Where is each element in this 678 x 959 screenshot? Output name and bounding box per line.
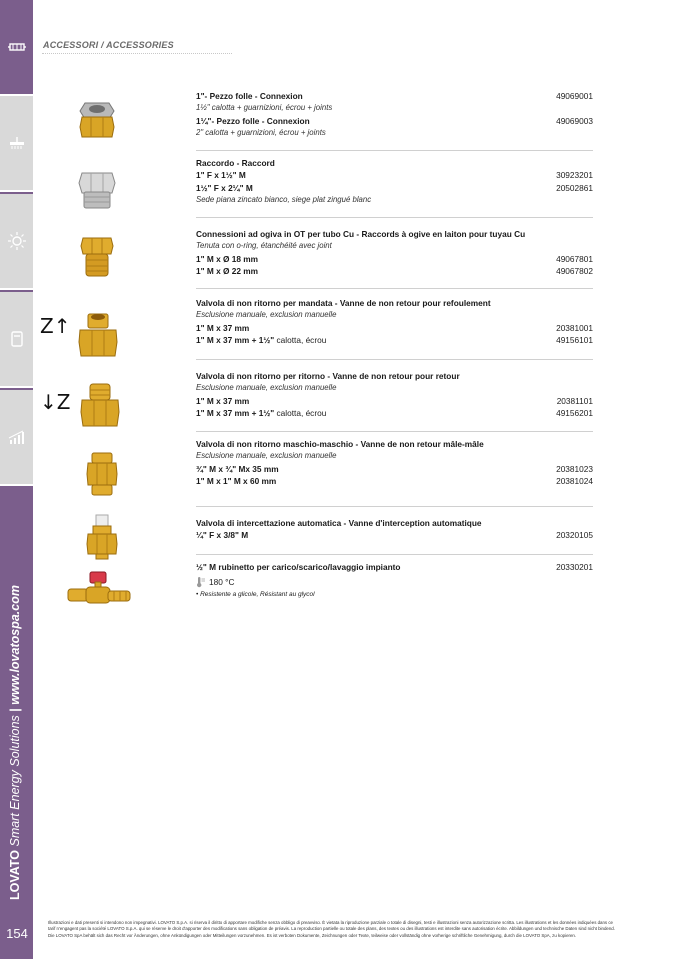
- thermometer-icon: [196, 576, 206, 588]
- row-divider: [196, 554, 593, 555]
- product-size: 1" M x 37 mm + 1½": [196, 407, 275, 418]
- product-image-compression-fitting: [80, 236, 114, 278]
- temperature-value: 180 °C: [209, 577, 235, 588]
- product-row-union: [196, 90, 593, 139]
- product-title: Valvola di non ritorno maschio-maschio - Vanne de non retour mâle-mâle: [196, 439, 484, 449]
- row-divider: [196, 359, 593, 360]
- product-code: 20381101: [556, 395, 593, 406]
- section-divider: [42, 53, 232, 54]
- product-title: Valvola di intercettazione automatica - Vanne d'interception automatique: [196, 518, 482, 528]
- product-image-shutoff-valve: [86, 514, 118, 560]
- product-note: • Resistente a glicole, Résistant au glycol: [196, 591, 315, 599]
- tab-sanitary[interactable]: [0, 96, 33, 192]
- product-title: Raccordo - Raccord: [196, 158, 275, 168]
- row-divider: [196, 431, 593, 432]
- product-size: 1" M x Ø 22 mm: [196, 265, 259, 276]
- flow-direction-down: ↓Z: [40, 390, 71, 414]
- product-code: 20502861: [556, 182, 593, 193]
- product-size: 1" M x 37 mm: [196, 395, 250, 406]
- row-divider: [196, 288, 593, 289]
- brand-separator: |: [8, 708, 22, 712]
- row-divider: [196, 150, 593, 151]
- radiator-icon: [8, 38, 26, 56]
- product-subtitle: Esclusione manuale, exclusion manuelle: [196, 310, 337, 320]
- product-code: 49067802: [556, 265, 593, 276]
- product-size-extra: calotta, écrou: [276, 407, 327, 418]
- product-code: 20381024: [556, 475, 593, 486]
- product-code: 20381001: [556, 322, 593, 333]
- product-image-drain-tap: [66, 571, 132, 611]
- product-size-extra: calotta, écrou: [276, 334, 327, 345]
- legal-disclaimer: [48, 920, 668, 939]
- product-image-check-valve-supply: [78, 312, 118, 358]
- product-subtitle: Esclusione manuale, exclusion manuelle: [196, 451, 337, 461]
- product-size: 1" M x Ø 18 mm: [196, 253, 259, 264]
- tab-boilers[interactable]: [0, 292, 33, 388]
- product-row-check-return: [196, 370, 593, 419]
- product-code: 20330201: [556, 562, 593, 572]
- product-size: 1" M x 1" M x 60 mm: [196, 475, 277, 486]
- flow-direction-up: Z↑: [40, 314, 71, 338]
- product-row-raccord: [196, 157, 593, 206]
- product-image-check-valve-return: [80, 382, 120, 428]
- product-size: ¾" M x ¾" Mx 35 mm: [196, 463, 279, 474]
- product-code: 49069003: [556, 115, 593, 126]
- product-size: 1" F x 1½" M: [196, 170, 246, 181]
- product-title: Valvola di non ritorno per ritorno - Vanne de non retour pour retour: [196, 371, 460, 381]
- product-image-check-valve-male: [86, 452, 118, 496]
- brand-vertical: [8, 585, 22, 900]
- website-link[interactable]: www.lovatospa.com: [8, 585, 22, 705]
- sun-icon: [8, 232, 26, 250]
- product-row-shutoff: [196, 517, 593, 542]
- section-title: ACCESSORI / ACCESSORIES: [43, 40, 174, 50]
- disclaimer-line: Illustrazioni e dati presenti si intendono non impegnativi. LOVATO S.p.A. si riserva il diritto di apportare modifiche senza obbligo di preavviso. È vietata la riproduzione parziale o totale di disegni, testi e illustrazioni senza autorizzazione scritta. Les illustrations et les données indiquées dans ce: [48, 920, 613, 925]
- tab-solar[interactable]: [0, 194, 33, 290]
- product-subtitle: Esclusione manuale, exclusion manuelle: [196, 383, 337, 393]
- brand-name: LOVATO: [8, 850, 22, 900]
- product-image-union-nut: [78, 100, 116, 140]
- product-size: 1" M x 37 mm + 1½": [196, 334, 275, 345]
- product-code: 49156201: [556, 407, 593, 418]
- sidebar: [0, 0, 33, 959]
- product-image-fitting: [78, 170, 116, 210]
- product-code: 49067801: [556, 253, 593, 264]
- product-row-check-male: [196, 438, 593, 487]
- product-row-check-supply: [196, 297, 593, 346]
- product-subtitle: Sede piana zincato bianco, siege plat zingué blanc: [196, 194, 372, 204]
- brand-suffix: Smart Energy Solutions: [8, 715, 22, 847]
- product-subtitle: Tenuta con o-ring, étanchéité avec joint: [196, 241, 332, 251]
- product-subtitle: 2" calotta + guarnizioni, écrou + joints: [196, 127, 326, 137]
- product-code: 49069001: [556, 91, 593, 101]
- row-divider: [196, 506, 593, 507]
- product-title: 1¼"- Pezzo folle - Connexion: [196, 115, 310, 126]
- tab-controls[interactable]: [0, 390, 33, 486]
- product-row-ogive: [196, 228, 593, 277]
- product-title: Connessioni ad ogiva in OT per tubo Cu - Raccords à ogive en laiton pour tuyau Cu: [196, 229, 526, 239]
- disclaimer-line: Die LOVATO SpA behält sich das Recht vor Änderungen, ohne Ankündigungen oder Mitteilungen vorzunehmen. Es ist verboten Dokumente, Zeichnungen oder Texte, teilweise oder vollständig ohne vorherige schriftliche Genehmigung, durch die LOVATO SpA, zu kopieren.: [48, 932, 577, 938]
- product-row-drain-tap: [196, 561, 593, 600]
- product-size: 1½" F x 2¼" M: [196, 182, 253, 193]
- row-divider: [196, 217, 593, 218]
- temperature-spec: [196, 575, 593, 589]
- tab-radiators[interactable]: [0, 0, 33, 96]
- product-subtitle: 1½" calotta + guarnizioni, écrou + joints: [196, 103, 333, 113]
- page-number: 154: [6, 926, 28, 941]
- product-code: 30923201: [556, 170, 593, 181]
- product-code: 20320105: [556, 530, 593, 541]
- product-code: 49156101: [556, 334, 593, 345]
- product-title: Valvola di non ritorno per mandata - Vanne de non retour pour refoulement: [196, 298, 491, 308]
- product-size: 1" M x 37 mm: [196, 322, 250, 333]
- shower-icon: [8, 134, 26, 152]
- product-code: 20381023: [556, 463, 593, 474]
- bar-chart-icon: [8, 428, 26, 446]
- boiler-icon: [8, 330, 26, 348]
- disclaimer-line: tarif n'engagent pas la société LOVATO S.p.A. qui se réserve le droit d'apporter des modifications sans obligation de préavis. La reproduction partielle ou totale des plans, des textes ou des illustrations est interdite sans autorisation écrite. Abbildungen und technische Daten sind nicht bindend.: [48, 926, 615, 932]
- product-title: 1"- Pezzo folle - Connexion: [196, 91, 303, 101]
- product-size: ¼" F x 3/8" M: [196, 530, 249, 541]
- product-title: ½" M rubinetto per carico/scarico/lavaggio impianto: [196, 562, 401, 572]
